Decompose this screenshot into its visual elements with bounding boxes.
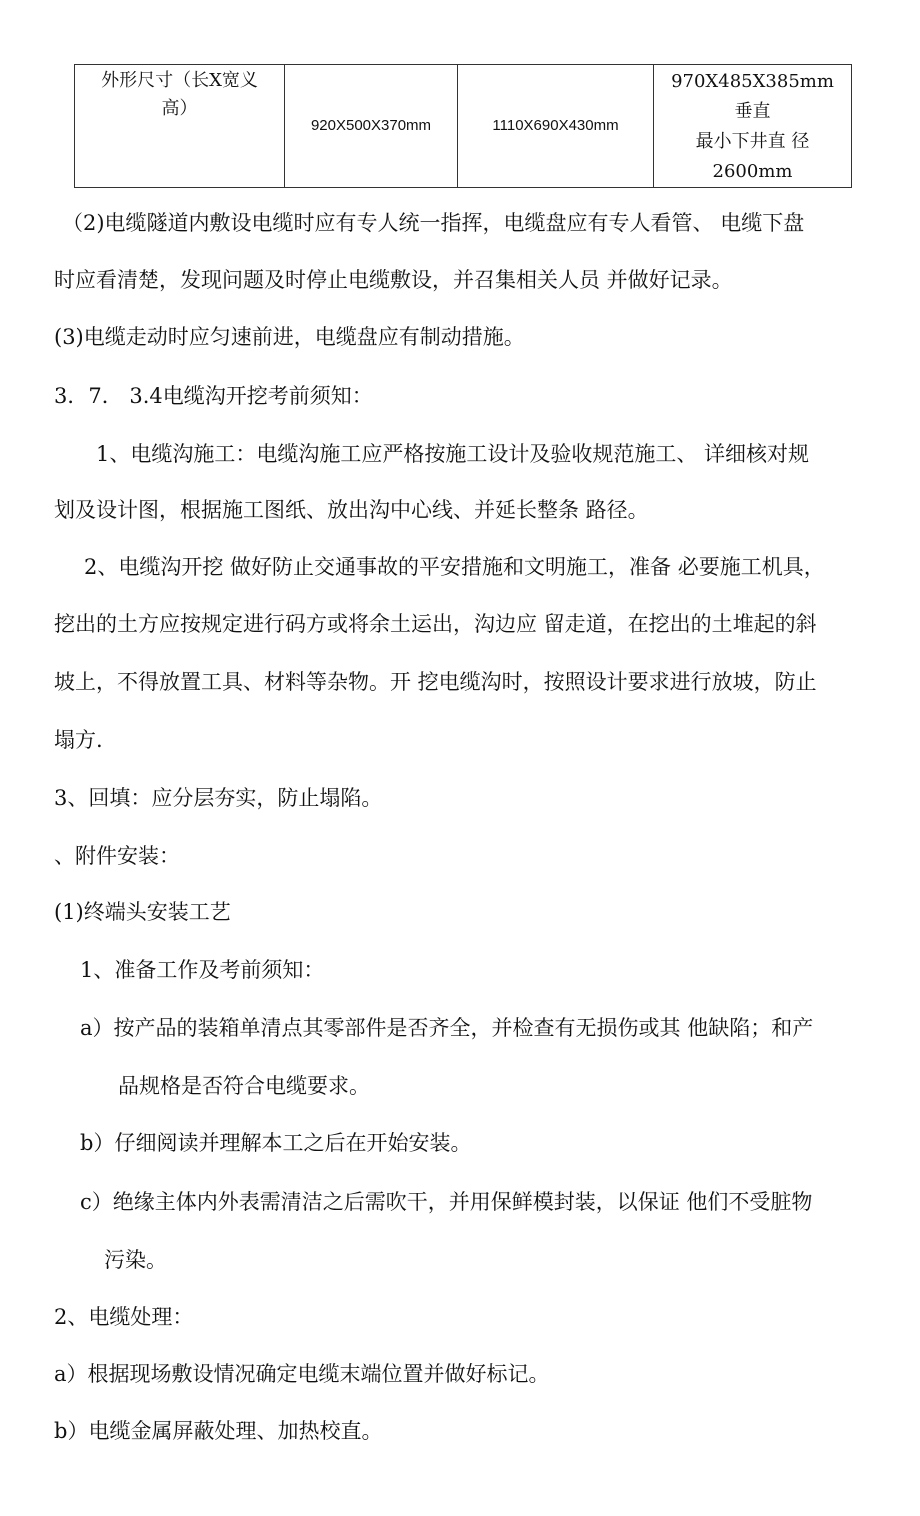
paragraph-line: 挖出的土方应按规定进行码方或将余土运出，沟边应 留走道，在挖出的土堆起的斜	[54, 612, 817, 636]
size-3-line-3: 2600mm	[712, 161, 793, 182]
paragraph-line: b）电缆金属屏蔽处理、加热校直。	[54, 1419, 383, 1443]
paragraph-line: a）根据现场敷设情况确定电缆末端位置并做好标记。	[54, 1362, 550, 1386]
header-label-line-1: 外形尺寸（长X宽义	[101, 70, 258, 91]
paragraph-line: 2、电缆沟开挖 做好防止交通事故的平安措施和文明施工，准备 必要施工机具，	[84, 555, 825, 579]
paragraph-line: 坡上，不得放置工具、材料等杂物。开 挖电缆沟时，按照设计要求进行放坡，防止	[54, 670, 817, 694]
paragraph-line: 1、准备工作及考前须知：	[80, 958, 325, 982]
table-row	[75, 65, 852, 188]
size-3-line-1: 970X485X385mm 垂直	[671, 71, 834, 122]
paragraph-line: 品规格是否符合电缆要求。	[118, 1074, 370, 1098]
table-cell-size-3	[654, 65, 852, 188]
paragraph-line: a）按产品的装箱单清点其零部件是否齐全，并检查有无损伤或其 他缺陷；和产	[80, 1016, 814, 1040]
paragraph-line: 时应看清楚，发现问题及时停止电缆敷设，并召集相关人员 并做好记录。	[54, 268, 733, 292]
paragraph-line: c）绝缘主体内外表需清洁之后需吹干，并用保鲜模封装，以保证 他们不受脏物	[80, 1190, 813, 1214]
dimension-table	[74, 64, 852, 188]
paragraph-line: 污染。	[104, 1248, 167, 1272]
paragraph-line: 2、电缆处理：	[54, 1305, 194, 1329]
paragraph-line: (3)电缆走动时应匀速前进，电缆盘应有制动措施。	[54, 325, 525, 349]
size-3-line-2: 最小下井直 径	[695, 131, 810, 152]
paragraph-line: （2)电缆隧道内敷设电缆时应有专人统一指挥，电缆盘应有专人看管、 电缆下盘	[62, 211, 805, 235]
section-heading: 3．7． 3.4电缆沟开挖考前须知：	[54, 384, 373, 408]
table-cell-size-1: 920X500X370mm	[285, 65, 458, 188]
paragraph-line: (1)终端头安装工艺	[54, 900, 231, 924]
paragraph-line: 、附件安装：	[54, 844, 180, 868]
table-cell-size-2: 1110X690X430mm	[458, 65, 654, 188]
header-label-line-2: 高）	[161, 98, 198, 119]
table-cell-header	[75, 65, 285, 188]
paragraph-line: b）仔细阅读并理解本工之后在开始安装。	[80, 1131, 472, 1155]
paragraph-line: 1、电缆沟施工：电缆沟施工应严格按施工设计及验收规范施工、 详细核对规	[96, 442, 810, 466]
paragraph-line: 3、回填：应分层夯实，防止塌陷。	[54, 786, 383, 810]
paragraph-line: 塌方.	[54, 728, 103, 752]
paragraph-line: 划及设计图，根据施工图纸、放出沟中心线、并延长整条 路径。	[54, 498, 649, 522]
